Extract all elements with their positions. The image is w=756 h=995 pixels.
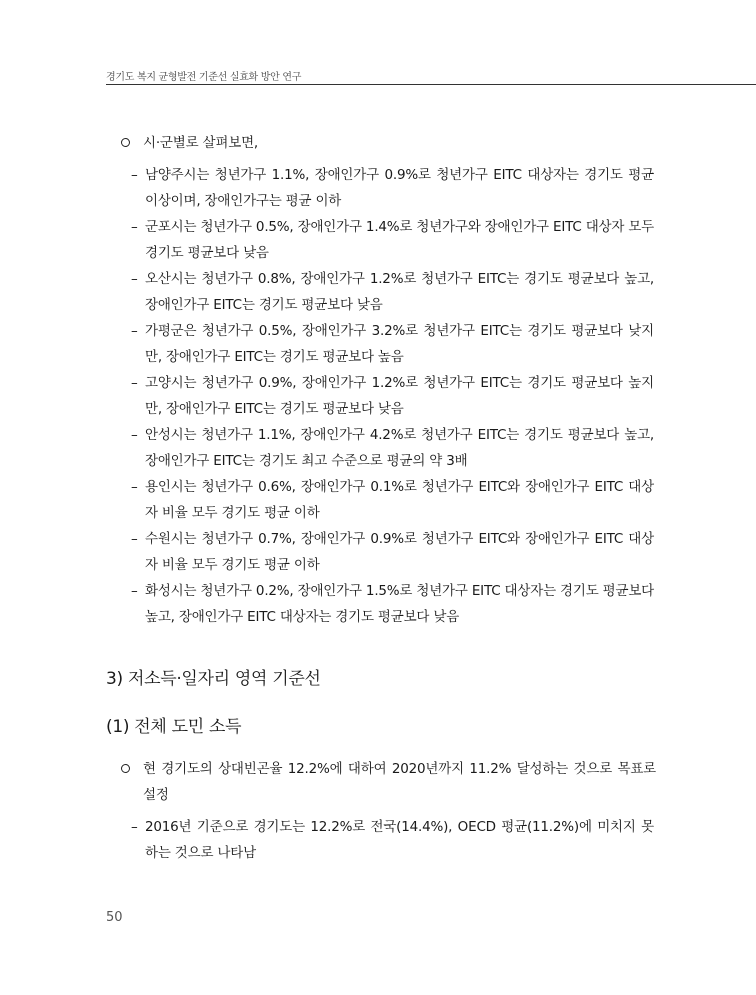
header-rule	[106, 84, 756, 85]
circle-bullet-icon	[121, 764, 130, 773]
list-item	[131, 474, 654, 526]
list-item-text: 2016년 기준으로 경기도는 12.2%로 전국(14.4%), OECD 평균(11.2%)에 미치지 못하는 것으로 나타남	[145, 819, 654, 861]
list-item-text: 수원시는 청년가구 0.7%, 장애인가구 0.9%로 청년가구 EITC와 장애인가구 EITC 대상자 비율 모두 경기도 평균 이하	[145, 531, 654, 573]
list-item-text: 가평군은 청년가구 0.5%, 장애인가구 3.2%로 청년가구 EITC는 경기도 평균보다 낮지만, 장애인가구 EITC는 경기도 평균보다 높음	[145, 323, 654, 365]
list-item	[131, 214, 654, 266]
dash-bullet-icon: –	[131, 427, 138, 443]
list-item	[131, 266, 654, 318]
section-heading: 3) 저소득·일자리 영역 기준선	[106, 669, 321, 689]
dash-bullet-icon: –	[131, 375, 138, 391]
list-item	[131, 370, 654, 422]
intro-paragraph	[121, 130, 656, 156]
dash-bullet-icon: –	[131, 323, 138, 339]
dash-bullet-icon: –	[131, 531, 138, 547]
list-item	[131, 578, 654, 630]
dash-bullet-icon: –	[131, 219, 138, 235]
page-number: 50	[106, 910, 123, 925]
subsection-heading: (1) 전체 도민 소득	[106, 717, 242, 737]
dash-bullet-icon: –	[131, 819, 138, 835]
list-item-text: 안성시는 청년가구 1.1%, 장애인가구 4.2%로 청년가구 EITC는 경기도 평균보다 높고, 장애인가구 EITC는 경기도 최고 수준으로 평균의 약 3배	[145, 427, 654, 469]
list-item-text: 군포시는 청년가구 0.5%, 장애인가구 1.4%로 청년가구와 장애인가구 EITC 대상자 모두 경기도 평균보다 낮음	[145, 219, 654, 261]
list-item	[131, 318, 654, 370]
circle-bullet-icon	[121, 138, 130, 147]
list-item	[131, 814, 654, 866]
list-item-text: 고양시는 청년가구 0.9%, 장애인가구 1.2%로 청년가구 EITC는 경기도 평균보다 높지만, 장애인가구 EITC는 경기도 평균보다 낮음	[145, 375, 654, 417]
dash-bullet-icon: –	[131, 583, 138, 599]
dash-bullet-icon: –	[131, 479, 138, 495]
list-item	[131, 526, 654, 578]
goal-paragraph	[121, 756, 656, 808]
list-item-text: 화성시는 청년가구 0.2%, 장애인가구 1.5%로 청년가구 EITC 대상자는 경기도 평균보다 높고, 장애인가구 EITC 대상자는 경기도 평균보다 낮음	[145, 583, 654, 625]
list-item	[131, 422, 654, 474]
dash-bullet-icon: –	[131, 271, 138, 287]
goal-text: 현 경기도의 상대빈곤율 12.2%에 대하여 2020년까지 11.2% 달성하는 것으로 목표로 설정	[143, 761, 656, 803]
list-item-text: 용인시는 청년가구 0.6%, 장애인가구 0.1%로 청년가구 EITC와 장애인가구 EITC 대상자 비율 모두 경기도 평균 이하	[145, 479, 654, 521]
intro-text: 시·군별로 살펴보면,	[143, 135, 259, 151]
dash-bullet-icon: –	[131, 167, 138, 183]
list-item-text: 남양주시는 청년가구 1.1%, 장애인가구 0.9%로 청년가구 EITC 대상자는 경기도 평균 이상이며, 장애인가구는 평균 이하	[145, 167, 654, 209]
list-item	[131, 162, 654, 214]
list-item-text: 오산시는 청년가구 0.8%, 장애인가구 1.2%로 청년가구 EITC는 경기도 평균보다 높고, 장애인가구 EITC는 경기도 평균보다 낮음	[145, 271, 654, 313]
running-header: 경기도 복지 균형발전 기준선 실효화 방안 연구	[106, 72, 302, 83]
